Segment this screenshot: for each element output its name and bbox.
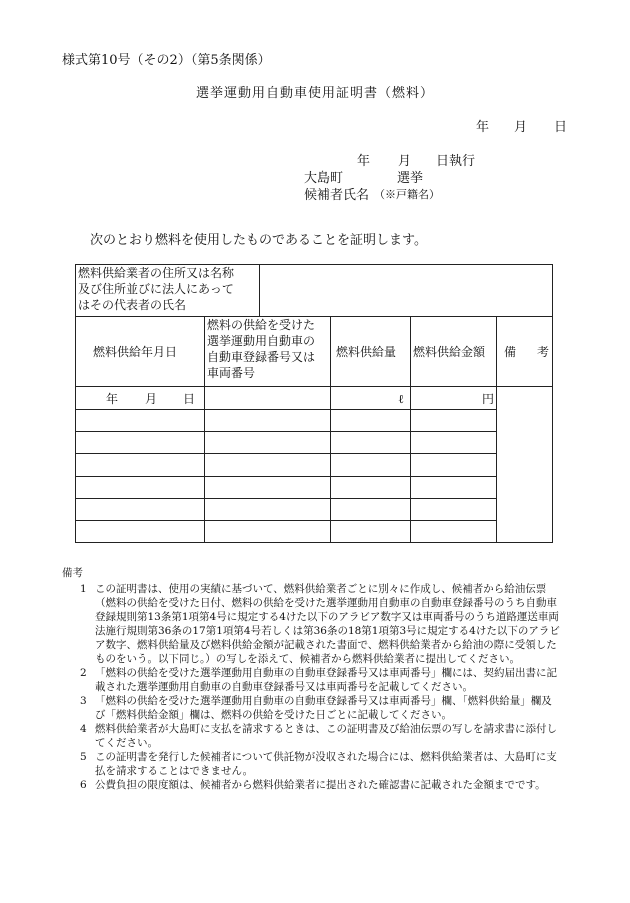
note-text: 燃料供給業者が大島町に支払を請求するときは、この証明書及び給油伝票の写しを請求書に添付してください。	[95, 723, 557, 749]
header-vehicle-line-2: 選挙運動用自動車の	[207, 334, 316, 348]
election-label: 選挙	[397, 171, 424, 186]
execution-day-label: 日執行	[436, 154, 476, 169]
note-text: この証明書を発行した候補者について供託物が没収された場合には、燃料供給業者は、大島町に支払を請求することはできません。	[95, 751, 557, 777]
header-supply-date: 燃料供給年月日	[93, 345, 178, 359]
supplier-label-line-1: 燃料供給業者の住所又は名称	[78, 266, 235, 280]
table-col-divider	[410, 316, 411, 543]
date-day-label: 日	[554, 120, 568, 135]
date-month-label: 月	[514, 120, 528, 135]
note-item	[62, 750, 562, 778]
note-number: 6	[80, 779, 87, 791]
page-title: 選挙運動用自動車使用証明書（燃料）	[195, 86, 434, 101]
table-col-divider	[330, 316, 331, 543]
note-number: 5	[80, 751, 87, 763]
note-item	[62, 722, 562, 750]
header-vehicle-line-1: 燃料の供給を受けた	[207, 318, 316, 332]
note-item	[62, 666, 562, 694]
execution-year-label: 年	[357, 154, 371, 169]
town-name: 大島町	[304, 171, 344, 186]
note-text: 公費負担の限度額は、候補者から燃料供給業者に提出された確認書に記載された金額までです。	[95, 779, 546, 791]
table-row-divider	[75, 453, 497, 454]
row-liter-unit: ℓ	[398, 392, 404, 406]
notes-section	[62, 566, 562, 792]
row-day-label: 日	[183, 392, 196, 406]
note-text: この証明書は、使用の実績に基づいて、燃料供給業者ごとに別々に作成し、候補者から給油伝票（燃料の供給を受けた日付、燃料の供給を受けた選挙運動用自動車の自動車登録番号のうち自動車登録規則第13条第1項第4号に規定する4けた以下のアラビア数字又は車両番号のうち道路運送車両法施行規則第36条の17第1項第4号若しくは第36条の18第1項第3号に規定する4けた以下のアラビア数字、燃料供給量及び燃料供給金額が記載された書面で、燃料供給業者から給油の際に受領したものをいう。以下同じ。）の写しを添えて、候補者から燃料供給業者に提出してください。	[95, 583, 560, 665]
table-row-divider	[75, 498, 497, 499]
table-col-divider	[204, 316, 205, 543]
note-number: 1	[80, 583, 87, 595]
date-year-label: 年	[476, 120, 490, 135]
table-row-divider	[75, 476, 497, 477]
note-item	[62, 694, 562, 722]
certification-statement: 次のとおり燃料を使用したものであることを証明します。	[90, 233, 427, 248]
note-number: 3	[80, 695, 87, 707]
row-yen-unit: 円	[482, 392, 495, 406]
execution-month-label: 月	[398, 154, 412, 169]
supplier-label-line-2: 及び住所並びに法人にあって	[78, 282, 234, 296]
note-number: 4	[80, 723, 87, 735]
supplier-label-line-3: はその代表者の氏名	[78, 298, 187, 312]
header-supply-amount: 燃料供給量	[336, 345, 397, 359]
supplier-divider	[259, 264, 260, 317]
header-remarks-2: 考	[537, 345, 550, 359]
header-vehicle-line-3: 自動車登録番号又は	[207, 350, 316, 364]
header-supply-price: 燃料供給金額	[413, 345, 486, 359]
form-number: 様式第10号（その2）（第5条関係）	[62, 53, 271, 68]
table-row-divider	[75, 431, 497, 432]
note-number: 2	[80, 667, 87, 679]
table-header-divider	[75, 386, 553, 387]
candidate-name-note: （※戸籍名）	[374, 188, 440, 201]
note-text: 「燃料の供給を受けた選挙運動用自動車の自動車登録番号又は車両番号」欄、「燃料供給量」欄及び「燃料供給金額」欄は、燃料の供給を受けた日ごとに記載してください。	[95, 695, 552, 721]
table-row-divider	[75, 520, 497, 521]
table-row-divider	[75, 409, 497, 410]
candidate-name-label: 候補者氏名	[304, 188, 370, 203]
row-year-label: 年	[106, 392, 119, 406]
note-item	[62, 778, 562, 792]
table-col-divider	[496, 316, 497, 543]
notes-heading: 備考	[62, 567, 83, 579]
header-vehicle-line-4: 車両番号	[207, 366, 256, 380]
header-remarks-1: 備	[504, 345, 517, 359]
note-text: 「燃料の供給を受けた選挙運動用自動車の自動車登録番号又は車両番号」欄には、契約届出書に記載された選挙運動用自動車の自動車登録番号又は車両番号を記載してください。	[95, 667, 557, 693]
row-month-label: 月	[145, 392, 158, 406]
note-item	[62, 582, 562, 666]
